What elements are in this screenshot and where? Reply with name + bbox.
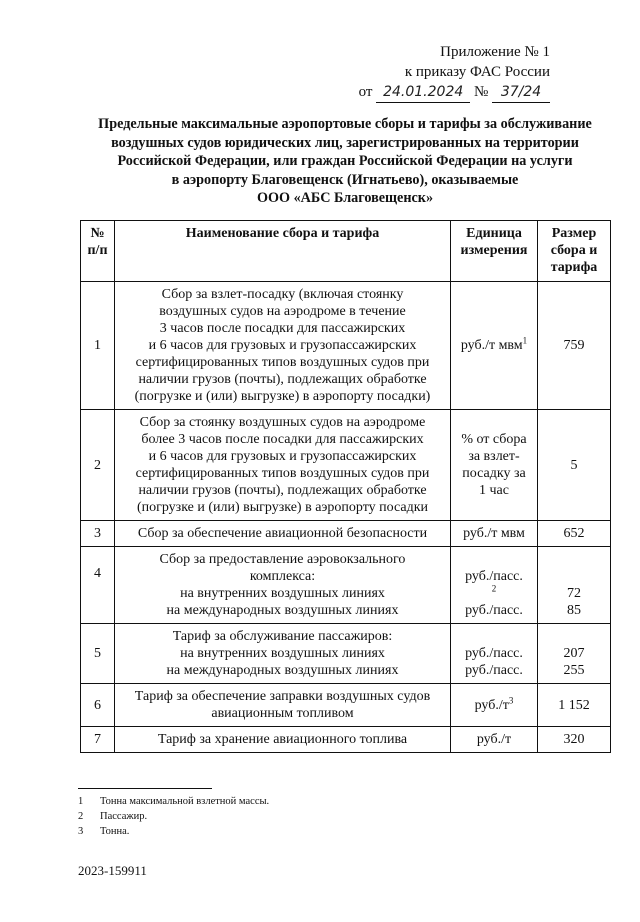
appendix-header xyxy=(359,42,550,103)
header-unit-line: измерения xyxy=(460,243,528,258)
row-name: Тариф за хранение авиационного топлива xyxy=(115,727,451,753)
row-rate: 652 xyxy=(538,521,611,547)
title-line: в аэропорту Благовещенск (Игнатьево), оказываемые xyxy=(171,171,519,188)
footnote-number: 3 xyxy=(78,826,84,837)
row-unit-line: руб./пасс. xyxy=(465,646,523,661)
row-unit xyxy=(451,410,538,521)
row-unit: руб./т xyxy=(451,727,538,753)
row-unit xyxy=(451,547,538,624)
order-date-number xyxy=(359,82,550,103)
table-row xyxy=(81,684,611,727)
table-header-row xyxy=(81,221,611,282)
row-name-line: на внутренних воздушных линиях xyxy=(180,586,385,601)
row-name-line: Сбор за взлет-посадку (включая стоянку xyxy=(161,287,404,302)
fees-table xyxy=(80,220,611,753)
row-name-line: Тариф за обеспечение заправки воздушных судов xyxy=(134,689,431,704)
title-line: воздушных судов юридических лиц, зарегистрированных на территории xyxy=(111,134,579,151)
header-number-line: № xyxy=(90,226,105,241)
row-name xyxy=(115,282,451,410)
from-label: от xyxy=(358,84,373,100)
row-rate: 5 xyxy=(538,410,611,521)
table-row xyxy=(81,547,611,624)
row-name-line: на внутренних воздушных линиях xyxy=(180,646,385,661)
row-name-line: наличии грузов (почты), подлежащих обработке xyxy=(138,372,427,387)
row-number: 1 xyxy=(81,282,115,410)
footnote-item xyxy=(78,824,269,839)
header-name: Наименование сбора и тарифа xyxy=(115,221,451,282)
row-name xyxy=(115,410,451,521)
row-unit-line: посадку за xyxy=(462,466,526,481)
row-unit xyxy=(451,624,538,684)
header-number-line: п/п xyxy=(87,243,108,258)
row-name: Сбор за обеспечение авиационной безопасности xyxy=(115,521,451,547)
row-name-line: наличии грузов (почты), подлежащих обработке xyxy=(138,483,427,498)
row-unit xyxy=(451,282,538,410)
table-row xyxy=(81,410,611,521)
table-row xyxy=(81,282,611,410)
row-number: 2 xyxy=(81,410,115,521)
footnote-number: 1 xyxy=(78,796,84,807)
footnotes xyxy=(78,794,269,839)
row-name-line: воздушных судов на аэродроме в течение xyxy=(159,304,406,319)
row-rate-line: 207 xyxy=(563,646,585,661)
row-name-line: Сбор за предоставление аэровокзального xyxy=(159,552,406,567)
row-unit-text: руб./пасс. xyxy=(465,569,523,584)
row-name xyxy=(115,684,451,727)
row-number: 4 xyxy=(81,547,115,624)
row-unit-line xyxy=(455,568,533,602)
row-name-line: сертифицированных типов воздушных судов при xyxy=(135,355,430,370)
row-unit-text: руб./т xyxy=(474,697,509,713)
footnote-ref: 3 xyxy=(508,694,514,705)
registration-number: 2023-159911 xyxy=(78,863,147,878)
footnote-ref: 1 xyxy=(522,335,528,346)
row-unit-line: 1 час xyxy=(479,483,509,498)
row-name-line: комплекса: xyxy=(249,569,316,584)
row-name xyxy=(115,547,451,624)
row-name-line: сертифицированных типов воздушных судов при xyxy=(135,466,430,481)
footnote-item xyxy=(78,809,269,824)
header-rate-line: сбора и xyxy=(550,243,598,258)
row-name xyxy=(115,624,451,684)
appendix-number: Приложение № 1 xyxy=(440,44,550,60)
row-rate: 1 152 xyxy=(538,684,611,727)
row-unit-line: руб./пасс. xyxy=(465,663,523,678)
header-rate xyxy=(538,221,611,282)
order-number-handwritten: 37/24 xyxy=(492,82,550,103)
row-name-line: авиационным топливом xyxy=(211,706,354,721)
row-rate-line: 72 xyxy=(567,586,581,601)
row-unit: руб./т мвм xyxy=(451,521,538,547)
header-number xyxy=(81,221,115,282)
footnote-divider xyxy=(78,788,212,789)
header-rate-line: тарифа xyxy=(550,260,598,275)
footnote-ref: 2 xyxy=(491,583,497,594)
row-unit-line: руб./пасс. xyxy=(465,603,523,618)
row-rate xyxy=(538,624,611,684)
header-unit xyxy=(451,221,538,282)
row-name-line: на международных воздушных линиях xyxy=(166,603,399,618)
footnote-number: 2 xyxy=(78,811,84,822)
title-line: Предельные максимальные аэропортовые сборы и тарифы за обслуживание xyxy=(98,116,592,132)
order-date-handwritten: 24.01.2024 xyxy=(376,82,470,103)
row-number: 7 xyxy=(81,727,115,753)
row-number: 6 xyxy=(81,684,115,727)
header-unit-line: Единица xyxy=(466,226,522,241)
table-row xyxy=(81,727,611,753)
row-unit-line: за взлет- xyxy=(468,449,520,464)
row-name-line: и 6 часов для грузовых и грузопассажирских xyxy=(148,338,417,353)
row-name-line: (погрузке и (или) выгрузке) в аэропорту посадки) xyxy=(134,389,431,404)
header-rate-line: Размер xyxy=(551,226,597,241)
row-rate-line: 255 xyxy=(563,663,585,678)
row-name-line: 3 часов после посадки для пассажирских xyxy=(159,321,406,336)
row-rate xyxy=(538,547,611,624)
footnote-text: Пассажир. xyxy=(100,811,148,822)
document-title xyxy=(78,115,612,208)
row-number: 5 xyxy=(81,624,115,684)
table-row xyxy=(81,521,611,547)
appendix-order-ref: к приказу ФАС России xyxy=(404,64,550,80)
row-number: 3 xyxy=(81,521,115,547)
table-row xyxy=(81,624,611,684)
title-line: Российской Федерации, или граждан Российской Федерации на услуги xyxy=(117,153,573,169)
row-name-line: более 3 часов после посадки для пассажирских xyxy=(141,432,424,447)
row-name-line: и 6 часов для грузовых и грузопассажирских xyxy=(148,449,417,464)
row-unit xyxy=(451,684,538,727)
row-rate: 320 xyxy=(538,727,611,753)
row-name-line: на международных воздушных линиях xyxy=(166,663,399,678)
title-line: ООО «АБС Благовещенск» xyxy=(256,190,434,206)
row-name-line: Сбор за стоянку воздушных судов на аэродроме xyxy=(139,415,426,430)
row-unit-line: % от сбора xyxy=(461,432,527,447)
row-unit-text: руб./т мвм xyxy=(460,338,523,353)
footnote-text: Тонна максимальной взлетной массы. xyxy=(100,796,270,807)
footnote-item xyxy=(78,794,269,809)
row-name-line: Тариф за обслуживание пассажиров: xyxy=(172,629,393,644)
number-label: № xyxy=(473,84,489,100)
row-name-line: (погрузке и (или) выгрузке) в аэропорту посадки xyxy=(136,500,429,515)
row-rate-line: 85 xyxy=(567,603,581,618)
row-rate: 759 xyxy=(538,282,611,410)
footnote-text: Тонна. xyxy=(100,826,130,837)
